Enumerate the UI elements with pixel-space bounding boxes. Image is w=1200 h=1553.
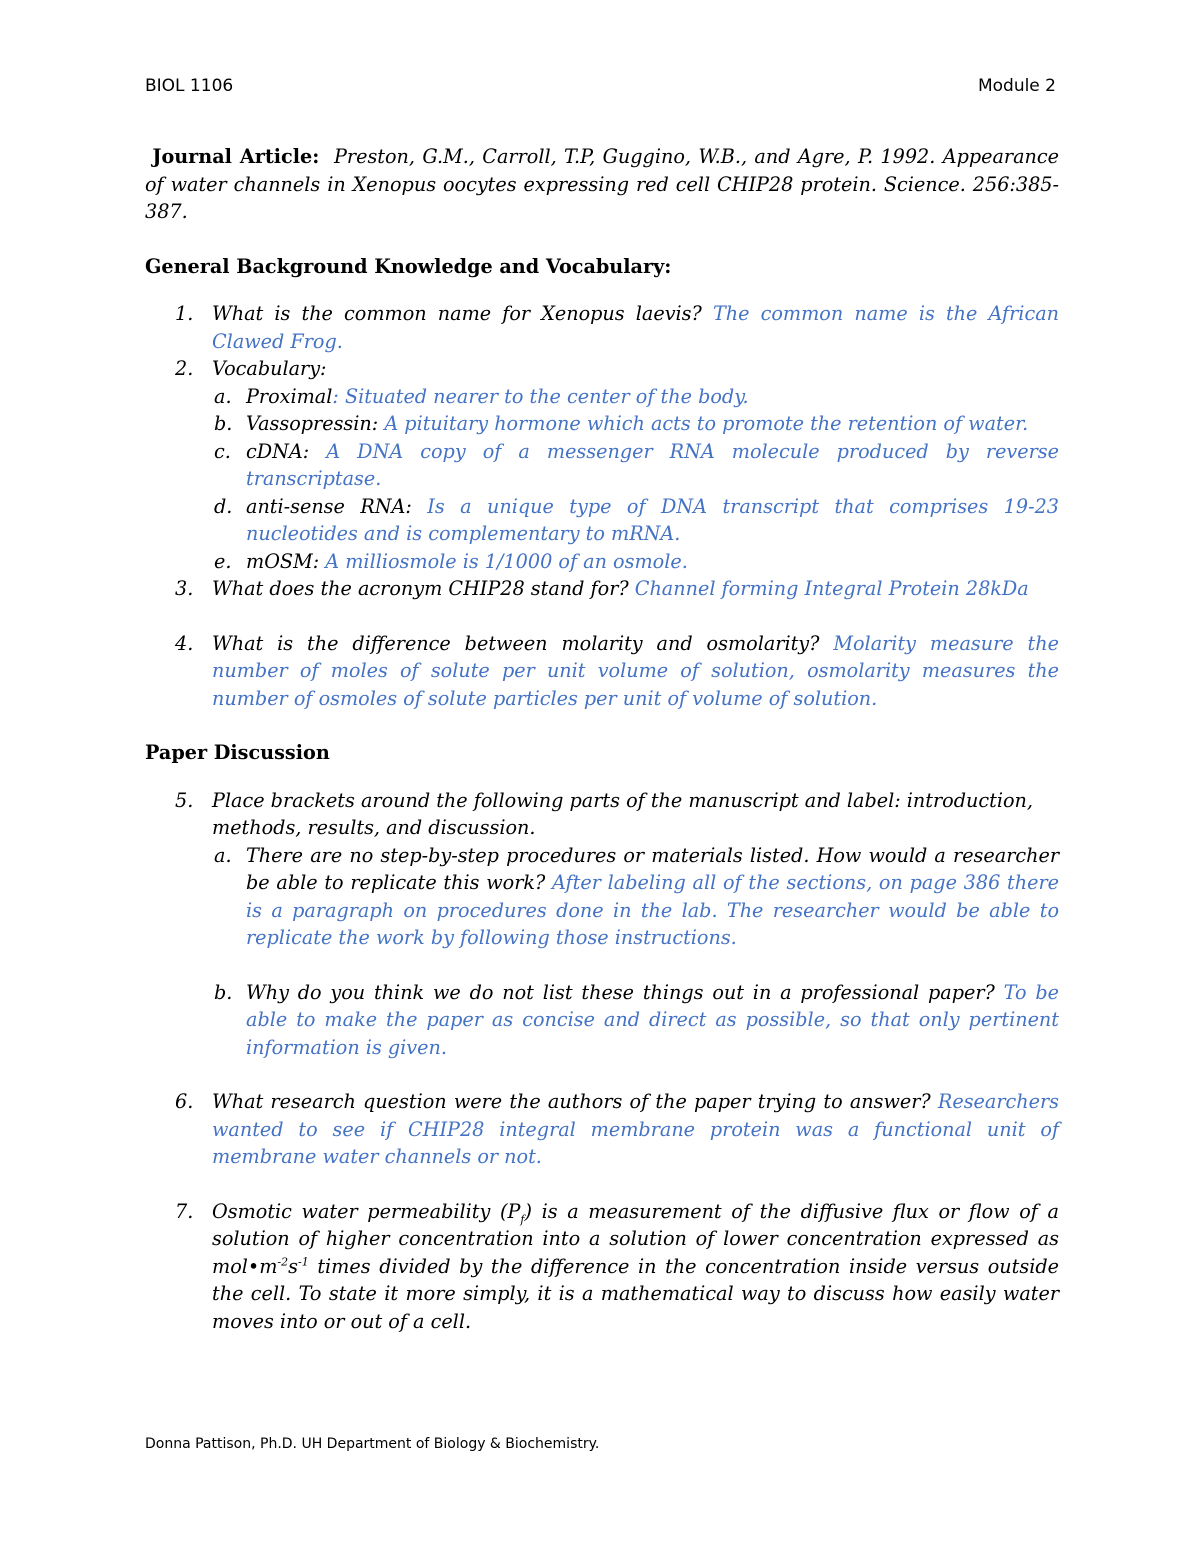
answer-text: Researchers wanted to see if CHIP28 integral membrane protein was a functional unit of membrane water channels or not.: [212, 1090, 1059, 1168]
vocab-definition: A pituitary hormone which acts to promote the retention of water.: [378, 412, 1029, 435]
vocab-item: b. Vassopressin: A pituitary hormone which acts to promote the retention of water.: [214, 412, 1029, 435]
vocab-term: mOSM:: [246, 549, 320, 573]
course-code: BIOL 1106: [145, 76, 234, 96]
vocab-item: a. Proximal: Situated nearer to the center of the body.: [214, 384, 749, 408]
document-body: [145, 143, 1059, 1335]
citation-label: Journal Article:: [152, 145, 320, 168]
vocab-definition: A milliosmole is 1/1000 of an osmole.: [319, 549, 688, 573]
vocab-definition: A DNA copy of a messenger RNA molecule produced by reverse transcriptase.: [246, 439, 1059, 490]
question-text: Vocabulary:: [212, 357, 327, 380]
vocab-term: Vassopressin:: [246, 412, 379, 435]
question-6: 6. What research question were the authors of the paper trying to answer? Researchers wanted to see if CHIP28 integral membrane protein was a functional unit of membrane water channels or not.: [175, 1090, 1059, 1168]
vocab-term: anti-sense RNA:: [246, 494, 412, 518]
answer-text: Molarity measure the number of moles of solute per unit volume of solution, osmolarity measures the number of osmoles of solute particles per unit of volume of solution.: [212, 631, 1059, 710]
question-text: There are no step-by-step procedures or materials listed. How would a researcher be able to replicate this work?: [246, 843, 1059, 894]
question-text: What does the acronym CHIP28 stand for?: [212, 577, 635, 600]
question-1: 1. What is the common name for Xenopus laevis? The common name is the African Clawed Frog.: [175, 302, 1059, 353]
answer-text: The common name is the African Clawed Frog.: [212, 302, 1059, 353]
answer-text: After labeling all of the sections, on page 386 there is a paragraph on procedures done in the lab. The researcher would be able to replicate the work by following those instructions.: [246, 871, 1059, 949]
vocab-item: d. anti-sense RNA: Is a unique type of DNA transcript that comprises 19-23 nucleotides and is complementary to mRNA.: [214, 494, 1059, 545]
question-text: Osmotic water permeability $(P_f)$ is a measurement of the diffusive flux or flow of a solution of higher concentration into a solution of lower concentration expressed as $mol•m^{-2}s^{-1}$ times divided by the difference in the concentration inside versus outside the cell. To state it more simply, it is a mathematical way to discuss how easily water moves into or out of a cell.: [212, 1199, 1059, 1333]
answer-text: To be able to make the paper as concise and direct as possible, so that only pertinent information is given.: [246, 980, 1059, 1059]
question-4: 4. What is the difference between molarity and osmolarity? Molarity measure the number of moles of solute per unit volume of solution, osmolarity measures the number of osmoles of solute particles per unit of volume of solution.: [175, 631, 1059, 710]
vocab-item: e. mOSM: A milliosmole is 1/1000 of an osmole.: [214, 549, 688, 573]
answer-text: Channel forming Integral Protein 28kDa: [634, 577, 1029, 600]
citation: [145, 143, 1059, 226]
section-heading-background: General Background Knowledge and Vocabulary:: [145, 254, 672, 278]
vocab-item: c. cDNA: A DNA copy of a messenger RNA molecule produced by reverse transcriptase.: [214, 439, 1059, 490]
citation-text: Preston, G.M., Carroll, T.P, Guggino, W.B., and Agre, P. 1992. Appearance of water channels in Xenopus oocytes expressing red cell CHIP28 protein. Science. 256:385-387.: [145, 145, 1059, 223]
module-label: Module 2: [977, 76, 1056, 96]
question-5a: a. There are no step-by-step procedures or materials listed. How would a researcher be able to replicate this work? After labeling all of the sections, on page 386 there is a paragraph on procedures done in the lab. The researcher would be able to replicate the work by following those instructions.: [214, 843, 1059, 949]
question-3: 3. What does the acronym CHIP28 stand for? Channel forming Integral Protein 28kDa: [175, 577, 1029, 600]
vocab-term: Proximal: [246, 384, 333, 408]
footer-attribution: Donna Pattison, Ph.D. UH Department of Biology & Biochemistry.: [145, 1436, 600, 1452]
question-5b: b. Why do you think we do not list these things out in a professional paper? To be able to make the paper as concise and direct as possible, so that only pertinent information is given.: [214, 980, 1059, 1059]
section-heading-discussion: Paper Discussion: [145, 741, 330, 764]
question-text: Why do you think we do not list these things out in a professional paper?: [246, 980, 1004, 1004]
question-text: What research question were the authors of the paper trying to answer?: [212, 1090, 938, 1113]
vocab-definition: : Situated nearer to the center of the body.: [332, 384, 749, 408]
vocab-definition: Is a unique type of DNA transcript that comprises 19-23 nucleotides and is complementary to mRNA.: [246, 494, 1059, 545]
question-text: Place brackets around the following parts of the manuscript and label: introduction, methods, results, and discussion.: [212, 788, 1033, 839]
vocab-term: cDNA:: [246, 439, 310, 463]
question-5: 5. Place brackets around the following parts of the manuscript and label: introduction, methods, results, and discussion.: [175, 788, 1033, 839]
question-2: 2. Vocabulary:: [175, 357, 327, 380]
question-7: 7. Osmotic water permeability $(P_f)$ is a measurement of the diffusive flux or flow of a solution of higher concentration into a solution of lower concentration expressed as $mol•m^{-2}s^{-1}$ times divided by the difference in the concentration inside versus outside the cell. To state it more simply, it is a mathematical way to discuss how easily water moves into or out of a cell.: [145, 1198, 1059, 1336]
question-text: What is the difference between molarity and osmolarity?: [212, 631, 834, 655]
question-text: What is the common name for Xenopus laevis?: [212, 302, 713, 325]
